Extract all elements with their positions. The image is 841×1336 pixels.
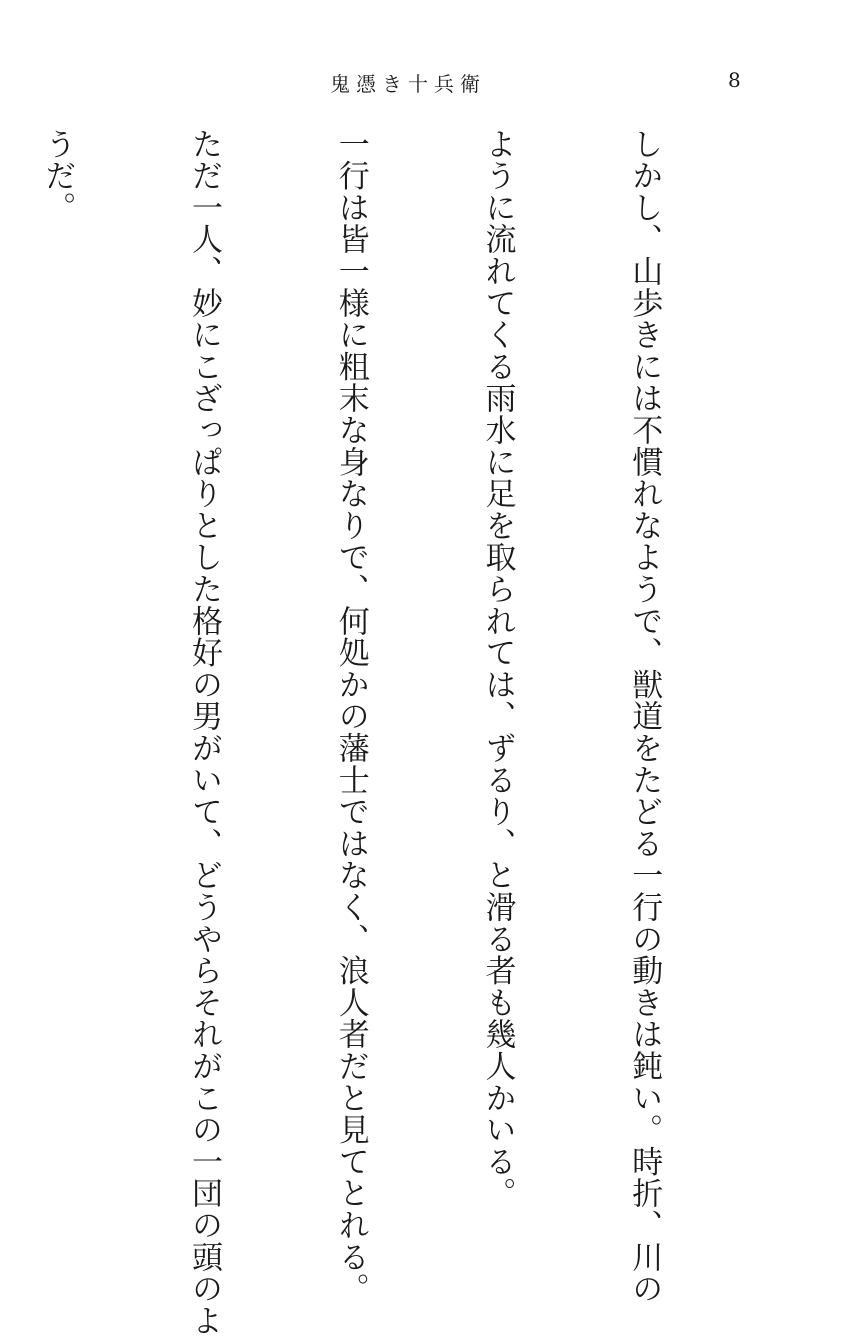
page-number: 8	[728, 68, 741, 92]
text-line: うだ。	[39, 128, 76, 224]
text-line: しかし、山歩きには不慣れなようで、獣道をたどる一行の動きは鈍い。時折、川の	[626, 128, 663, 1305]
text-line: ように流れてくる雨水に足を取られては、ずるり、と滑る者も幾人かいる。	[479, 128, 516, 1210]
text-line: 一行は皆一様に粗末な身なりで、何処かの藩士ではなく、浪人者だと見てとれる。	[332, 128, 369, 1305]
novel-body-text	[39, 128, 766, 1336]
text-line: ただ一人、妙にこざっぱりとした格好の男がいて、どうやらそれがこの一団の頭のよ	[186, 128, 223, 1336]
running-header-title: 鬼憑き十兵衛	[330, 72, 486, 96]
